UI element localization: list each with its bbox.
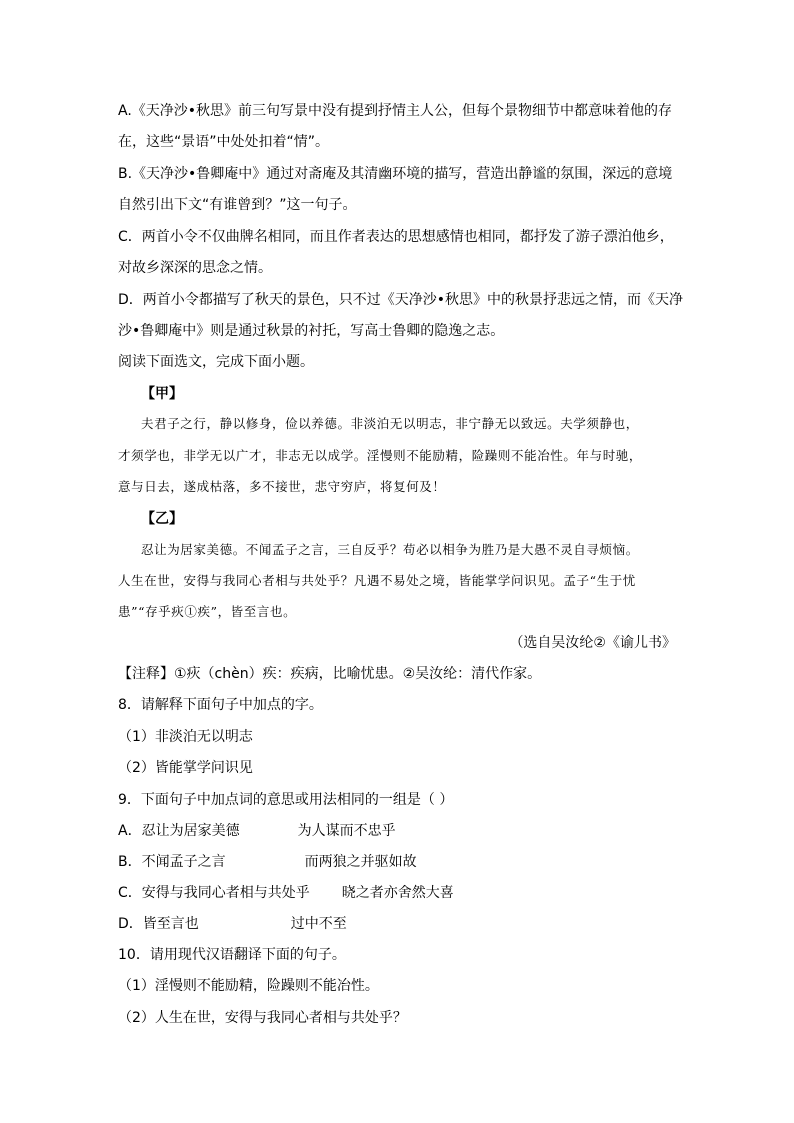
option-d-right: 过中不至 (290, 916, 347, 932)
option-c-line-1: C．两首小令不仅曲牌名相同，而且作者表达的思想感情也相同，都抒发了游子漂泊他乡， (118, 229, 674, 245)
question-9-stem: 9．下面句子中加点词的意思或用法相同的一组是（ ） (118, 792, 454, 808)
option-a-left: A．忍让为居家美德 (118, 823, 240, 839)
option-c-line-2: 对故乡深深的思念之情。 (118, 260, 272, 276)
option-c-left: C．安得与我同心者相与共处乎 (118, 885, 310, 901)
option-c-right: 晓之者亦舍然大喜 (341, 885, 454, 901)
question-10-item-1: （1）淫慢则不能励精，险躁则不能冶性。 (118, 978, 379, 994)
option-b-right: 而两狼之并驱如故 (304, 854, 417, 870)
passage-jia-heading: 【甲】 (141, 386, 183, 402)
option-a-line-2: 在，这些“景语”中处处扣着“情”。 (118, 134, 330, 150)
question-10-item-2: （2）人生在世，安得与我同心者相与共处乎？ (118, 1010, 407, 1026)
option-d-line-2: 沙•鲁卿庵中》则是通过秋景的衬托，写高士鲁卿的隐逸之志。 (118, 323, 505, 339)
question-9-option-d (118, 914, 347, 934)
passage-yi-line-1: 忍让为居家美德。不闻孟子之言，三自反乎？苟必以相争为胜乃是大愚不灵自寻烦恼。 (141, 542, 639, 557)
option-b-left: B．不闻孟子之言 (118, 854, 226, 870)
passage-jia-line-1: 夫君子之行，静以修身，俭以养德。非淡泊无以明志，非宁静无以致远。夫学须静也， (141, 416, 639, 431)
passage-jia-line-3: 意与日去，遂成枯落，多不接世，悲守穷庐，将复何及！ (118, 479, 446, 494)
question-9-option-c (118, 883, 454, 903)
question-8-item-2: （2）皆能掌学问识见 (118, 760, 253, 776)
source-citation: （选自吴汝纶②《谕儿书》 (509, 635, 676, 651)
option-d-left: D．皆至言也 (118, 916, 199, 932)
question-9-option-a (118, 821, 396, 841)
annotation-note: 【注释】①疢（chèn）疾：疾病，比喻忧患。②吴汝纶：清代作家。 (118, 666, 542, 682)
question-8-stem: 8．请解释下面句子中加点的字。 (118, 697, 323, 713)
option-b-line-2: 自然引出下文“有谁曾到？”这一句子。 (118, 197, 357, 213)
passage-jia-line-2: 才须学也，非学无以广才，非志无以成学。淫慢则不能励精，险躁则不能冶性。年与时驰， (118, 448, 643, 463)
passage-yi-line-3: 患”“存乎疢①疾”，皆至言也。 (118, 604, 297, 619)
option-a-line-1: A.《天净沙•秋思》前三句写景中没有提到抒情主人公，但每个景物细节中都意味着他的存 (118, 103, 673, 119)
option-b-line-1: B.《天净沙•鲁卿庵中》通过对斋庵及其清幽环境的描写，营造出静谧的氛围，深远的意境 (118, 166, 673, 182)
option-a-right: 为人谋而不忠乎 (297, 823, 396, 839)
question-8-item-1: （1）非淡泊无以明志 (118, 729, 253, 745)
option-d-line-1: D．两首小令都描写了秋天的景色，只不过《天净沙•秋思》中的秋景抒悲远之情，而《天净 (118, 292, 684, 308)
reading-instruction: 阅读下面选文，完成下面小题。 (118, 354, 314, 370)
question-10-stem: 10．请用现代汉语翻译下面的句子。 (118, 947, 346, 963)
passage-yi-heading: 【乙】 (141, 511, 183, 527)
question-9-option-b (118, 852, 417, 872)
passage-yi-line-2: 人生在世，安得与我同心者相与共处乎？凡遇不易处之境，皆能掌学问识见。孟子“生于忧 (118, 573, 636, 588)
